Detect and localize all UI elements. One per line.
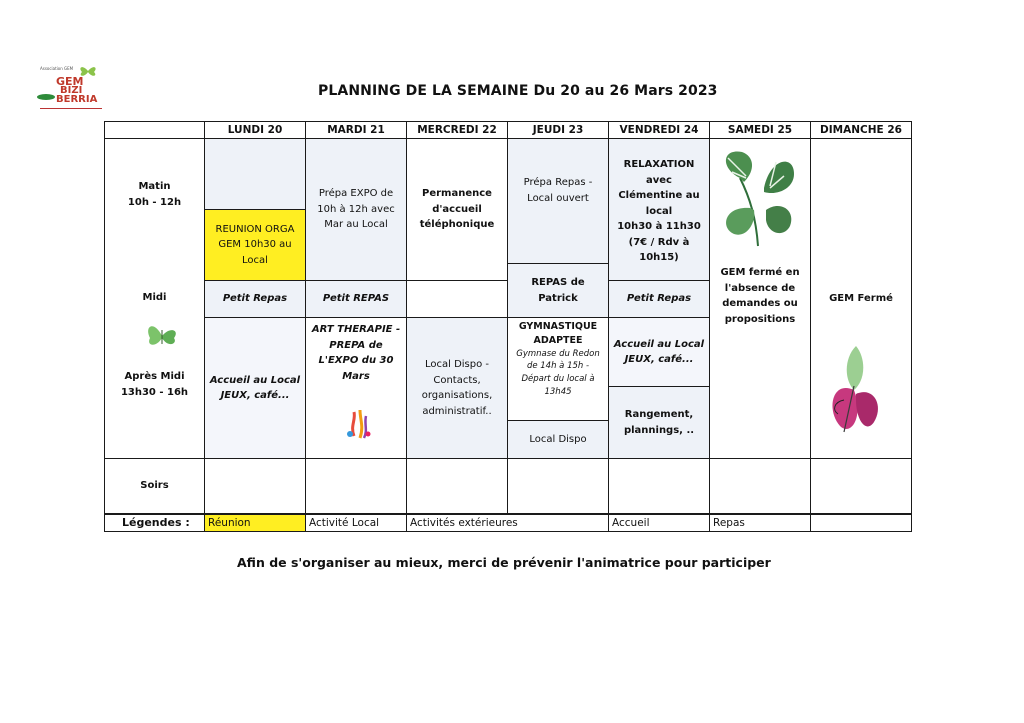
legend-empty: [810, 514, 912, 532]
legend-activite-local: Activité Local: [305, 514, 407, 532]
mercredi-matin: Permanence d'accueil téléphonique: [406, 138, 508, 281]
lundi-midi: Petit Repas: [204, 280, 306, 318]
day-header-vendredi: VENDREDI 24: [608, 121, 710, 139]
day-header-mardi: MARDI 21: [305, 121, 407, 139]
legend-repas: Repas: [709, 514, 811, 532]
lundi-apres-midi: Accueil au Local JEUX, café...: [204, 317, 306, 459]
vendredi-apres-midi: Accueil au Local JEUX, café...: [608, 317, 710, 387]
vendredi-midi: Petit Repas: [608, 280, 710, 318]
jeudi-gym-detail: Gymnase du Redon de 14h à 15h - Départ du local à 13h45: [516, 348, 600, 397]
legend-activites-exterieures: Activités extérieures: [406, 514, 609, 532]
legend-accueil: Accueil: [608, 514, 710, 532]
vendredi-relaxation-title: RELAXATION avec Clémentine au local: [618, 159, 700, 217]
day-header-jeudi: JEUDI 23: [507, 121, 609, 139]
dimanche-soir: [810, 458, 912, 514]
mardi-matin: Prépa EXPO de 10h à 12h avec Mar au Local: [305, 138, 407, 281]
mardi-midi: Petit REPAS: [305, 280, 407, 318]
jeudi-midi: REPAS de Patrick: [507, 263, 609, 318]
green-butterfly-icon: [144, 320, 180, 350]
dimanche-ferme: GEM Fermé: [810, 138, 912, 459]
day-header-lundi: LUNDI 20: [204, 121, 306, 139]
footer-note: Afin de s'organiser au mieux, merci de prévenir l'animatrice pour participer: [237, 555, 771, 570]
row-label-soirs: Soirs: [104, 458, 205, 514]
jeudi-gym-title: GYMNASTIQUE ADAPTEE: [518, 321, 598, 346]
logo-gem: GEM: [56, 75, 84, 88]
mardi-soir: [305, 458, 407, 514]
logo-top-text: Association GEM: [40, 66, 74, 71]
page-title: PLANNING DE LA SEMAINE Du 20 au 26 Mars 2023: [318, 83, 718, 99]
mercredi-apres-midi: Local Dispo - Contacts, organisations, administratif..: [406, 317, 508, 459]
legend-spacer: [104, 514, 205, 532]
logo-berria: BERRIA: [56, 94, 98, 105]
jeudi-gym: [507, 317, 609, 421]
paint-splash-icon: [340, 404, 376, 444]
pink-butterfly-icon: [826, 340, 884, 440]
logo-bizi: BIZI: [60, 85, 83, 96]
logo-underline: [40, 108, 102, 112]
row-label-matin: Matin 10h - 12h: [127, 181, 182, 208]
leaf-logo-icon: [36, 92, 56, 102]
lundi-matin-empty: [204, 138, 306, 210]
corner-cell: [104, 121, 205, 139]
vendredi-relaxation-detail: 10h30 à 11h30 (7€ / Rdv à 10h15): [617, 221, 701, 263]
monstera-plant-icon: [720, 148, 796, 248]
mercredi-soir: [406, 458, 508, 514]
gem-logo: [34, 64, 102, 116]
vendredi-soir: [608, 458, 710, 514]
lundi-soir: [204, 458, 306, 514]
samedi-soir: [709, 458, 811, 514]
vendredi-matin: [608, 138, 710, 281]
mercredi-midi: [406, 280, 508, 318]
vendredi-rangement: Rangement, plannings, ..: [608, 386, 710, 459]
day-header-mercredi: MERCREDI 22: [406, 121, 508, 139]
lundi-reunion: REUNION ORGA GEM 10h30 au Local: [204, 209, 306, 281]
jeudi-local-dispo: Local Dispo: [507, 420, 609, 459]
mardi-apres-midi: ART THERAPIE - PREPA de L'EXPO du 30 Mars: [305, 317, 407, 459]
legend-reunion: Réunion: [204, 514, 306, 532]
legend-label: Légendes :: [122, 516, 190, 529]
samedi-ferme: GEM fermé en l'absence de demandes ou propositions: [709, 138, 811, 459]
jeudi-matin: Prépa Repas - Local ouvert: [507, 138, 609, 264]
day-header-samedi: SAMEDI 25: [709, 121, 811, 139]
row-label-midi: Midi: [142, 292, 167, 303]
day-header-dimanche: DIMANCHE 26: [810, 121, 912, 139]
jeudi-soir: [507, 458, 609, 514]
row-label-apres-midi: Après Midi 13h30 - 16h: [120, 371, 189, 398]
